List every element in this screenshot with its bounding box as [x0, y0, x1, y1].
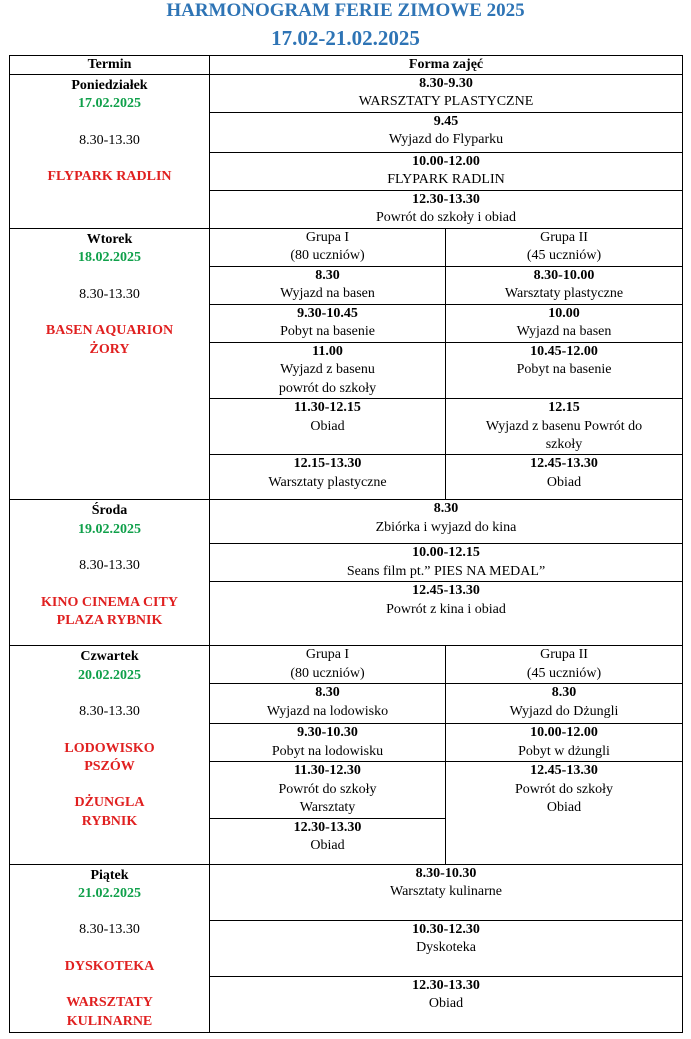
table-header-row	[10, 56, 683, 75]
day-place: PLAZA RYBNIK	[56, 613, 163, 629]
day-cell-friday	[10, 864, 210, 1032]
day-place: DYSKOTEKA	[64, 958, 155, 974]
activity-cell	[446, 455, 683, 500]
activity-time: 10.00-12.00	[530, 725, 598, 741]
activity-desc: Wyjazd z basenu Powrót do	[485, 418, 643, 434]
activity-cell	[210, 267, 446, 305]
day-place: DŻUNGLA	[74, 795, 145, 811]
activity-cell	[446, 399, 683, 455]
activity-time: 11.00	[312, 344, 343, 359]
group-header-cell	[210, 646, 446, 684]
activity-desc: Wyjazd na basen	[280, 286, 375, 302]
page-date-range: 17.02-21.02.2025	[271, 26, 420, 50]
day-hours: 8.30-13.30	[79, 922, 140, 938]
day-cell-thursday	[10, 646, 210, 864]
day-cell-wednesday	[10, 500, 210, 646]
day-date: 20.02.2025	[78, 667, 141, 683]
day-place: ŻORY	[89, 341, 130, 357]
activity-time: 8.30	[315, 268, 340, 283]
activity-desc: Powrót do szkoły i obiad	[376, 210, 516, 226]
activity-time: 9.45	[433, 114, 459, 129]
activity-time: 11.30-12.15	[294, 400, 361, 416]
activity-cell	[210, 153, 683, 191]
termin-header: Termin	[10, 56, 210, 75]
activity-time: 12.45-13.30	[412, 583, 480, 599]
activity-desc: Warsztaty plastyczne	[268, 474, 387, 490]
activity-desc: Powrót do szkoły	[515, 781, 613, 797]
activity-cell	[210, 500, 683, 544]
activity-desc: Wyjazd na lodowisko	[266, 703, 389, 719]
activity-desc: Warsztaty kulinarne	[390, 884, 502, 900]
activity-time: 10.00-12.15	[412, 545, 480, 561]
day-place: RYBNIK	[81, 813, 138, 829]
table-row	[10, 646, 683, 684]
activity-time: 9.30-10.30	[297, 725, 358, 741]
activity-cell	[210, 582, 683, 646]
activity-cell	[210, 343, 446, 399]
group-name: Grupa II	[540, 647, 588, 663]
activity-cell	[446, 762, 683, 864]
activity-cell	[446, 684, 683, 724]
day-place: LODOWISKO	[64, 740, 155, 756]
group-header-cell	[210, 229, 446, 267]
group-count: (45 uczniów)	[526, 248, 602, 264]
table-row	[10, 75, 683, 113]
activity-time: 8.30-10.00	[533, 268, 595, 283]
group-count: (80 uczniów)	[290, 665, 365, 681]
day-date: 18.02.2025	[78, 250, 141, 266]
activity-desc: powrót do szkoły	[278, 380, 377, 396]
activity-time: 12.15	[548, 400, 580, 416]
activity-desc: Powrót do szkoły	[278, 781, 377, 797]
day-cell-tuesday	[10, 229, 210, 500]
activity-time: 8.30	[433, 501, 459, 517]
activity-desc: Pobyt na basenie	[516, 362, 612, 378]
group-count: (80 uczniów)	[290, 248, 365, 264]
day-hours: 8.30-13.30	[79, 558, 140, 574]
table-row	[10, 864, 683, 920]
activity-time: 12.30-13.30	[293, 819, 362, 835]
activity-time: 10.45-12.00	[530, 344, 598, 359]
activity-desc: Wyjazd na basen	[516, 324, 612, 340]
day-place: WARSZTATY	[66, 995, 153, 1011]
day-place: BASEN AQUARION	[45, 323, 174, 339]
group-header-cell	[446, 229, 683, 267]
activity-desc: Pobyt na lodowisku	[271, 743, 384, 759]
activity-cell	[210, 113, 683, 153]
activity-time: 11.30-12.30	[294, 763, 361, 779]
activity-desc: Warsztaty plastyczne	[504, 286, 624, 302]
activity-cell	[446, 724, 683, 762]
day-place: KULINARNE	[66, 1013, 153, 1029]
page-title: HARMONOGRAM FERIE ZIMOWE 2025	[166, 0, 525, 21]
activity-cell	[210, 544, 683, 582]
group-header-cell	[446, 646, 683, 684]
day-name: Środa	[91, 503, 128, 519]
activity-desc: FLYPARK RADLIN	[387, 172, 505, 188]
activity-cell	[210, 976, 683, 1032]
activity-time: 12.45-13.30	[530, 763, 598, 779]
activity-cell	[210, 399, 446, 455]
activity-desc: Zbiórka i wyjazd do kina	[375, 519, 517, 535]
activity-cell	[210, 455, 446, 500]
day-date: 21.02.2025	[78, 886, 141, 902]
day-date: 19.02.2025	[78, 521, 141, 537]
activity-cell	[210, 920, 683, 976]
day-date: 17.02.2025	[78, 96, 141, 112]
activity-time: 10.30-12.30	[412, 921, 480, 937]
day-place: FLYPARK RADLIN	[47, 169, 172, 185]
activity-cell	[446, 267, 683, 305]
activity-time: 10.00	[548, 306, 580, 321]
activity-desc: Obiad	[546, 800, 582, 816]
activity-desc: Pobyt na basenie	[280, 324, 375, 340]
day-name: Wtorek	[86, 232, 133, 247]
activity-desc: Wyjazd do Dżungli	[509, 703, 619, 719]
day-hours: 8.30-13.30	[79, 704, 140, 720]
activity-desc: Powrót z kina i obiad	[386, 601, 506, 617]
activity-time: 12.30-13.30	[412, 977, 480, 993]
day-cell-monday	[10, 75, 210, 229]
activity-desc: Obiad	[310, 418, 345, 434]
activity-time: 8.30	[551, 685, 577, 701]
activity-desc: Pobyt w dżungli	[518, 743, 610, 759]
activity-cell	[210, 75, 683, 113]
activity-cell	[210, 191, 683, 229]
day-place: KINO CINEMA CITY	[41, 594, 178, 610]
activity-cell	[446, 305, 683, 343]
table-row	[10, 229, 683, 267]
table-row	[10, 500, 683, 544]
activity-desc: Seans film pt.” PIES NA MEDAL”	[346, 563, 546, 579]
activity-desc: Wyjazd z basenu	[280, 362, 375, 378]
day-name: Czwartek	[80, 649, 139, 665]
activity-cell	[210, 762, 446, 818]
group-count: (45 uczniów)	[526, 665, 602, 681]
activity-cell	[210, 305, 446, 343]
activity-desc: Obiad	[428, 996, 464, 1012]
activity-time: 8.30-10.30	[415, 865, 477, 881]
day-hours: 8.30-13.30	[79, 132, 140, 148]
activity-desc: Obiad	[310, 838, 345, 854]
group-name: Grupa I	[305, 647, 350, 663]
activity-desc: WARSZTATY PLASTYCZNE	[358, 94, 534, 110]
activity-cell	[210, 864, 683, 920]
activity-time: 9.30-10.45	[297, 306, 358, 321]
activity-cell	[446, 343, 683, 399]
activity-desc: szkoły	[545, 437, 583, 453]
activity-cell	[210, 724, 446, 762]
activity-time: 8.30	[315, 685, 340, 701]
activity-desc: Warsztaty	[299, 800, 356, 816]
day-name: Piątek	[90, 867, 129, 883]
group-name: Grupa I	[305, 230, 350, 245]
activity-time: 12.15-13.30	[293, 456, 362, 472]
activity-cell	[210, 818, 446, 864]
day-place: PSZÓW	[84, 759, 135, 775]
activity-time: 12.30-13.30	[412, 192, 480, 207]
group-name: Grupa II	[540, 230, 588, 245]
activity-desc: Dyskoteka	[416, 940, 476, 956]
activity-time: 8.30-9.30	[419, 76, 473, 91]
day-name: Poniedziałek	[71, 78, 148, 93]
day-hours: 8.30-13.30	[79, 286, 140, 302]
activity-desc: Obiad	[546, 474, 582, 490]
schedule-table	[9, 55, 683, 1033]
activity-time: 12.45-13.30	[530, 456, 598, 472]
activity-cell	[210, 684, 446, 724]
forma-header: Forma zajęć	[210, 56, 683, 75]
activity-desc: Wyjazd do Flyparku	[388, 132, 504, 148]
activity-time: 10.00-12.00	[412, 154, 480, 169]
